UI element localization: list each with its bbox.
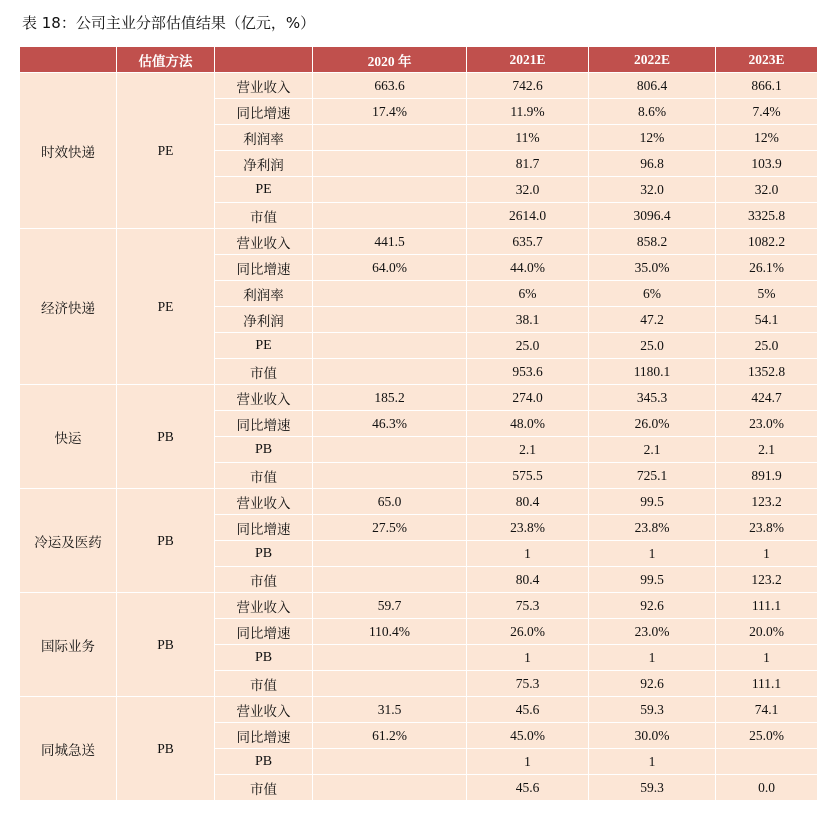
value-cell: 2.1 <box>716 437 818 463</box>
metric-label: 营业收入 <box>215 73 313 99</box>
value-cell: 35.0% <box>589 255 716 281</box>
value-cell: 32.0 <box>467 177 589 203</box>
value-cell <box>313 541 467 567</box>
value-cell: 74.1 <box>716 697 818 723</box>
value-cell <box>313 333 467 359</box>
segment-name: 冷运及医药 <box>20 489 117 593</box>
value-cell: 953.6 <box>467 359 589 385</box>
value-cell: 23.8% <box>716 515 818 541</box>
value-cell: 25.0 <box>467 333 589 359</box>
value-cell: 742.6 <box>467 73 589 99</box>
metric-label: 同比增速 <box>215 411 313 437</box>
segment-name: 快运 <box>20 385 117 489</box>
value-cell: 7.4% <box>716 99 818 125</box>
value-cell: 8.6% <box>589 99 716 125</box>
value-cell: 103.9 <box>716 151 818 177</box>
header-method: 估值方法 <box>117 47 215 73</box>
value-cell: 45.6 <box>467 775 589 801</box>
value-cell <box>313 203 467 229</box>
value-cell: 64.0% <box>313 255 467 281</box>
header-year-2023e: 2023E <box>716 47 818 73</box>
value-cell: 663.6 <box>313 73 467 99</box>
value-cell: 81.7 <box>467 151 589 177</box>
table-row <box>20 385 818 411</box>
value-cell: 1 <box>467 541 589 567</box>
value-cell: 1 <box>589 749 716 775</box>
value-cell: 75.3 <box>467 671 589 697</box>
value-cell: 6% <box>467 281 589 307</box>
value-cell: 26.1% <box>716 255 818 281</box>
value-cell: 725.1 <box>589 463 716 489</box>
value-cell <box>313 281 467 307</box>
table-row <box>20 489 818 515</box>
value-cell: 20.0% <box>716 619 818 645</box>
value-cell <box>313 463 467 489</box>
value-cell: 1 <box>589 541 716 567</box>
value-cell: 61.2% <box>313 723 467 749</box>
value-cell <box>313 177 467 203</box>
segment-name: 同城急送 <box>20 697 117 801</box>
value-cell: 23.8% <box>589 515 716 541</box>
value-cell: 80.4 <box>467 489 589 515</box>
value-cell: 1 <box>589 645 716 671</box>
table-row <box>20 697 818 723</box>
value-cell: 1082.2 <box>716 229 818 255</box>
value-cell: 110.4% <box>313 619 467 645</box>
table-body <box>20 73 818 801</box>
value-cell: 185.2 <box>313 385 467 411</box>
value-cell: 11% <box>467 125 589 151</box>
value-cell: 2614.0 <box>467 203 589 229</box>
value-cell: 54.1 <box>716 307 818 333</box>
value-cell: 44.0% <box>467 255 589 281</box>
metric-label: 市值 <box>215 775 313 801</box>
value-cell: 96.8 <box>589 151 716 177</box>
value-cell: 25.0% <box>716 723 818 749</box>
value-cell: 1 <box>467 645 589 671</box>
valuation-method: PB <box>117 593 215 697</box>
table-row <box>20 593 818 619</box>
value-cell: 23.8% <box>467 515 589 541</box>
value-cell: 5% <box>716 281 818 307</box>
valuation-method: PB <box>117 697 215 801</box>
value-cell: 30.0% <box>589 723 716 749</box>
metric-label: 同比增速 <box>215 99 313 125</box>
value-cell <box>716 749 818 775</box>
value-cell: 635.7 <box>467 229 589 255</box>
value-cell: 1 <box>716 541 818 567</box>
value-cell: 80.4 <box>467 567 589 593</box>
value-cell: 12% <box>716 125 818 151</box>
value-cell <box>313 437 467 463</box>
value-cell: 23.0% <box>716 411 818 437</box>
value-cell: 26.0% <box>467 619 589 645</box>
value-cell: 0.0 <box>716 775 818 801</box>
header-year-2020: 2020 年 <box>313 47 467 73</box>
value-cell <box>313 567 467 593</box>
value-cell: 38.1 <box>467 307 589 333</box>
metric-label: 市值 <box>215 203 313 229</box>
header-metric <box>215 47 313 73</box>
value-cell: 123.2 <box>716 489 818 515</box>
value-cell <box>313 775 467 801</box>
value-cell: 2.1 <box>467 437 589 463</box>
value-cell <box>313 749 467 775</box>
value-cell: 59.7 <box>313 593 467 619</box>
header-year-2022e: 2022E <box>589 47 716 73</box>
metric-label: 利润率 <box>215 281 313 307</box>
value-cell: 65.0 <box>313 489 467 515</box>
metric-label: 营业收入 <box>215 593 313 619</box>
value-cell: 866.1 <box>716 73 818 99</box>
segment-name: 时效快递 <box>20 73 117 229</box>
value-cell: 345.3 <box>589 385 716 411</box>
value-cell: 25.0 <box>716 333 818 359</box>
metric-label: 营业收入 <box>215 489 313 515</box>
segment-name: 经济快递 <box>20 229 117 385</box>
value-cell: 806.4 <box>589 73 716 99</box>
metric-label: 营业收入 <box>215 229 313 255</box>
value-cell: 75.3 <box>467 593 589 619</box>
value-cell: 47.2 <box>589 307 716 333</box>
header-segment <box>20 47 117 73</box>
value-cell: 17.4% <box>313 99 467 125</box>
metric-label: 市值 <box>215 671 313 697</box>
value-cell: 46.3% <box>313 411 467 437</box>
value-cell: 1180.1 <box>589 359 716 385</box>
metric-label: PB <box>215 541 313 567</box>
value-cell: 45.6 <box>467 697 589 723</box>
value-cell <box>313 359 467 385</box>
value-cell: 891.9 <box>716 463 818 489</box>
metric-label: PE <box>215 333 313 359</box>
metric-label: 市值 <box>215 463 313 489</box>
value-cell: 92.6 <box>589 671 716 697</box>
metric-label: 市值 <box>215 567 313 593</box>
value-cell: 111.1 <box>716 671 818 697</box>
value-cell: 3325.8 <box>716 203 818 229</box>
metric-label: 同比增速 <box>215 515 313 541</box>
metric-label: 利润率 <box>215 125 313 151</box>
value-cell: 424.7 <box>716 385 818 411</box>
value-cell: 48.0% <box>467 411 589 437</box>
header-row <box>20 47 818 73</box>
metric-label: 市值 <box>215 359 313 385</box>
value-cell: 45.0% <box>467 723 589 749</box>
metric-label: PB <box>215 437 313 463</box>
value-cell: 31.5 <box>313 697 467 723</box>
value-cell: 1 <box>467 749 589 775</box>
value-cell: 23.0% <box>589 619 716 645</box>
value-cell: 2.1 <box>589 437 716 463</box>
value-cell: 99.5 <box>589 489 716 515</box>
value-cell: 92.6 <box>589 593 716 619</box>
value-cell <box>313 671 467 697</box>
header-year-2021e: 2021E <box>467 47 589 73</box>
metric-label: 同比增速 <box>215 619 313 645</box>
segment-name: 国际业务 <box>20 593 117 697</box>
value-cell <box>313 307 467 333</box>
value-cell: 274.0 <box>467 385 589 411</box>
table-row <box>20 73 818 99</box>
value-cell: 27.5% <box>313 515 467 541</box>
value-cell: 26.0% <box>589 411 716 437</box>
value-cell <box>313 151 467 177</box>
value-cell: 6% <box>589 281 716 307</box>
value-cell: 25.0 <box>589 333 716 359</box>
value-cell: 99.5 <box>589 567 716 593</box>
value-cell: 123.2 <box>716 567 818 593</box>
value-cell: 441.5 <box>313 229 467 255</box>
metric-label: PB <box>215 749 313 775</box>
metric-label: PB <box>215 645 313 671</box>
valuation-method: PE <box>117 73 215 229</box>
metric-label: 同比增速 <box>215 255 313 281</box>
value-cell <box>313 125 467 151</box>
table-caption: 表 18：公司主业分部估值结果（亿元，%） <box>22 14 316 32</box>
valuation-method: PE <box>117 229 215 385</box>
metric-label: 营业收入 <box>215 385 313 411</box>
value-cell <box>313 645 467 671</box>
valuation-table <box>19 46 818 801</box>
metric-label: 营业收入 <box>215 697 313 723</box>
value-cell: 575.5 <box>467 463 589 489</box>
valuation-method: PB <box>117 385 215 489</box>
table-row <box>20 229 818 255</box>
valuation-method: PB <box>117 489 215 593</box>
metric-label: PE <box>215 177 313 203</box>
value-cell: 858.2 <box>589 229 716 255</box>
value-cell: 111.1 <box>716 593 818 619</box>
metric-label: 净利润 <box>215 307 313 333</box>
value-cell: 12% <box>589 125 716 151</box>
value-cell: 32.0 <box>589 177 716 203</box>
value-cell: 59.3 <box>589 697 716 723</box>
value-cell: 32.0 <box>716 177 818 203</box>
value-cell: 11.9% <box>467 99 589 125</box>
metric-label: 净利润 <box>215 151 313 177</box>
value-cell: 1352.8 <box>716 359 818 385</box>
metric-label: 同比增速 <box>215 723 313 749</box>
value-cell: 3096.4 <box>589 203 716 229</box>
value-cell: 59.3 <box>589 775 716 801</box>
value-cell: 1 <box>716 645 818 671</box>
